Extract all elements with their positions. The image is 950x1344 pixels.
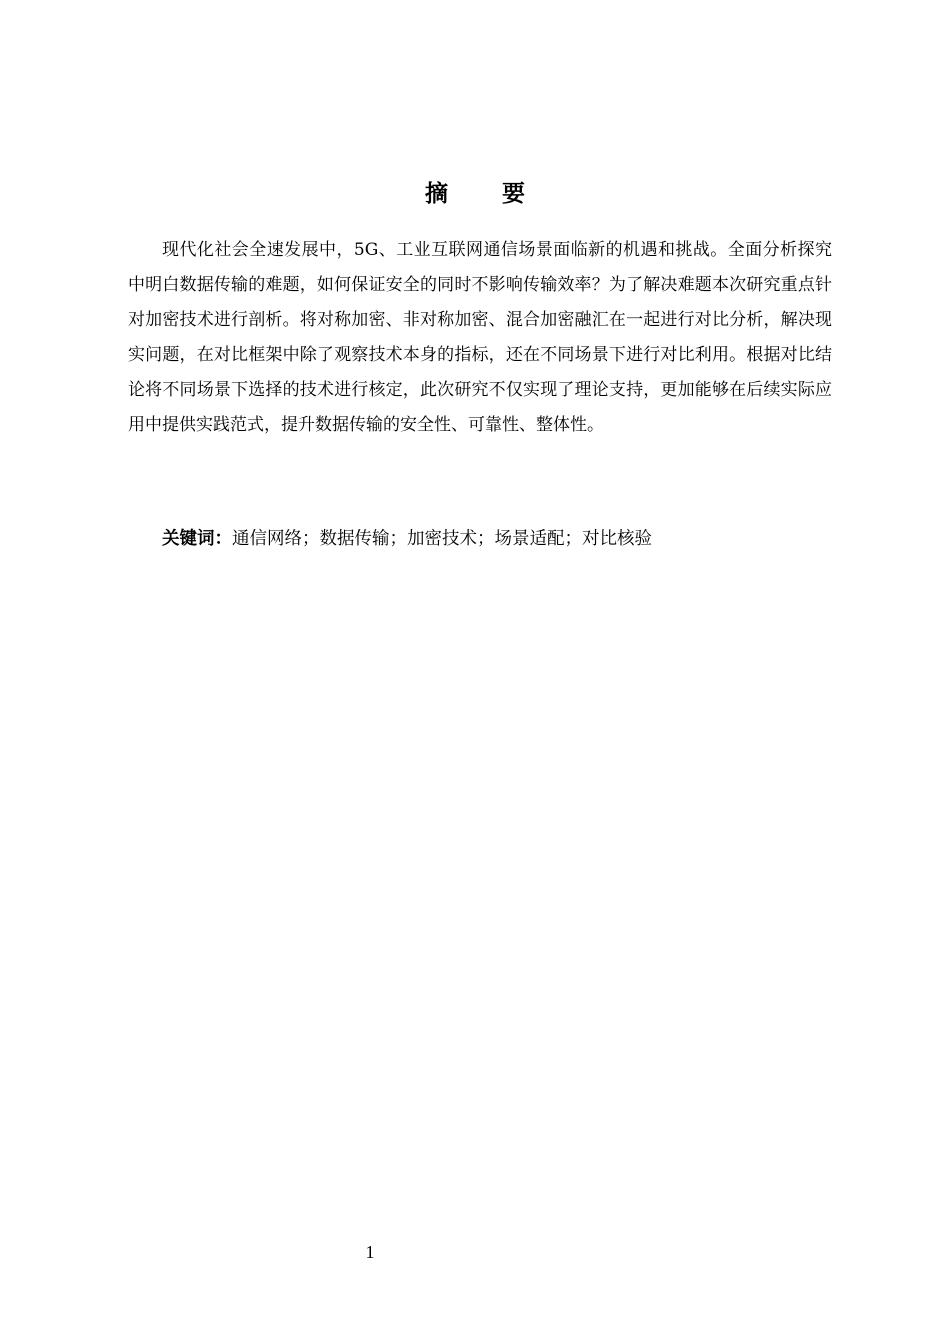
keywords-list: 通信网络；数据传输；加密技术；场景适配；对比核验 [232,529,652,549]
page-number: 1 [365,1242,375,1262]
keywords-label: 关键词： [162,529,232,549]
keywords-line [162,522,832,556]
abstract-body: 现代化社会全速发展中，5G、工业互联网通信场景面临新的机遇和挑战。全面分析探究中明白数据传输的难题，如何保证安全的同时不影响传输效率？为了解决难题本次研究重点针对加密技术进行剖析。将对称加密、非对称加密、混合加密融汇在一起进行对比分析，解决现实问题，在对比框架中除了观察技术本身的指标，还在不同场景下进行对比利用。根据对比结论将不同场景下选择的技术进行核定，此次研究不仅实现了理论支持，更加能够在后续实际应用中提供实践范式，提升数据传输的安全性、可靠性、整体性。 [128,240,832,435]
abstract-title: 摘 要 [424,181,548,207]
